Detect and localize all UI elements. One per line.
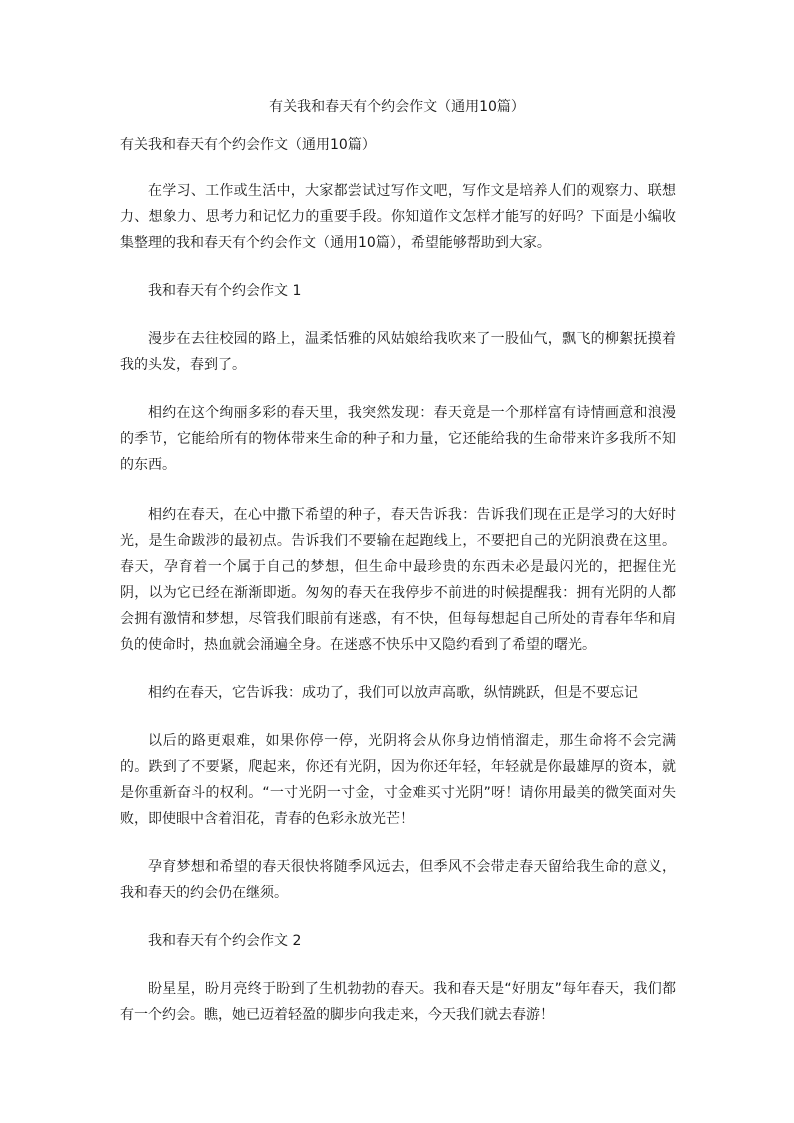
paragraph: 相约在春天，在心中撒下希望的种子，春天告诉我：告诉我们现在正是学习的大好时光，是生命跋涉的最初点。告诉我们不要输在起跑线上，不要把自己的光阴浪费在这里。春天，孕育着一个属于自己的梦想，但生命中最珍贵的东西未必是最闪光的，把握住光阴，以为它已经在渐渐即逝。匆匆的春天在我停步不前进的时候提醒我：拥有光阴的人都会拥有激情和梦想，尽管我们眼前有迷惑，有不快，但每每想起自己所处的青春年华和肩负的使命时，热血就会涌遍全身。在迷惑不快乐中又隐约看到了希望的曙光。 (120, 507, 676, 653)
paragraph-intro: 在学习、工作或生活中，大家都尝试过写作文吧，写作文是培养人们的观察力、联想力、想象力、思考力和记忆力的重要手段。你知道作文怎样才能写的好吗？下面是小编收集整理的我和春天有个约会作文（通用10篇），希望能够帮助到大家。 (120, 183, 676, 251)
paragraph: 盼星星，盼月亮终于盼到了生机勃勃的春天。我和春天是“好朋友”每年春天，我们都有一个约会。瞧，她已迈着轻盈的脚步向我走来，今天我们就去春游！ (120, 981, 676, 1023)
document-title: 有关我和春天有个约会作文（通用10篇） (269, 99, 525, 115)
paragraph: 孕育梦想和希望的春天很快将随季风远去，但季风不会带走春天留给我生命的意义，我和春天的约会仍在继须。 (120, 859, 676, 901)
paragraph: 漫步在去往校园的路上，温柔恬雅的风姑娘给我吹来了一股仙气，飘飞的柳絮抚摸着我的头发，春到了。 (120, 331, 676, 373)
paragraph: 相约在春天，它告诉我：成功了，我们可以放声高歌，纵情跳跃，但是不要忘记 (148, 685, 638, 701)
document-body (120, 178, 676, 1028)
paragraph: 相约在这个绚丽多彩的春天里，我突然发现：春天竟是一个那样富有诗情画意和浪漫的季节，它能给所有的物体带来生命的种子和力量，它还能给我的生命带来许多我所不知的东西。 (120, 405, 676, 473)
section-heading-1: 我和春天有个约会作文 1 (148, 283, 302, 299)
section-heading-2: 我和春天有个约会作文 2 (148, 933, 302, 949)
document-subtitle: 有关我和春天有个约会作文（通用10篇） (120, 137, 376, 153)
paragraph: 以后的路更艰难，如果你停一停，光阴将会从你身边悄悄溜走，那生命将不会完满的。跌到了不要紧，爬起来，你还有光阴，因为你还年轻，年轻就是你最雄厚的资本，就是你重新奋斗的权利。“一寸光阴一寸金，寸金难买寸光阴”呀！请你用最美的微笑面对失败，即使眼中含着泪花，青春的色彩永放光芒！ (120, 733, 676, 827)
